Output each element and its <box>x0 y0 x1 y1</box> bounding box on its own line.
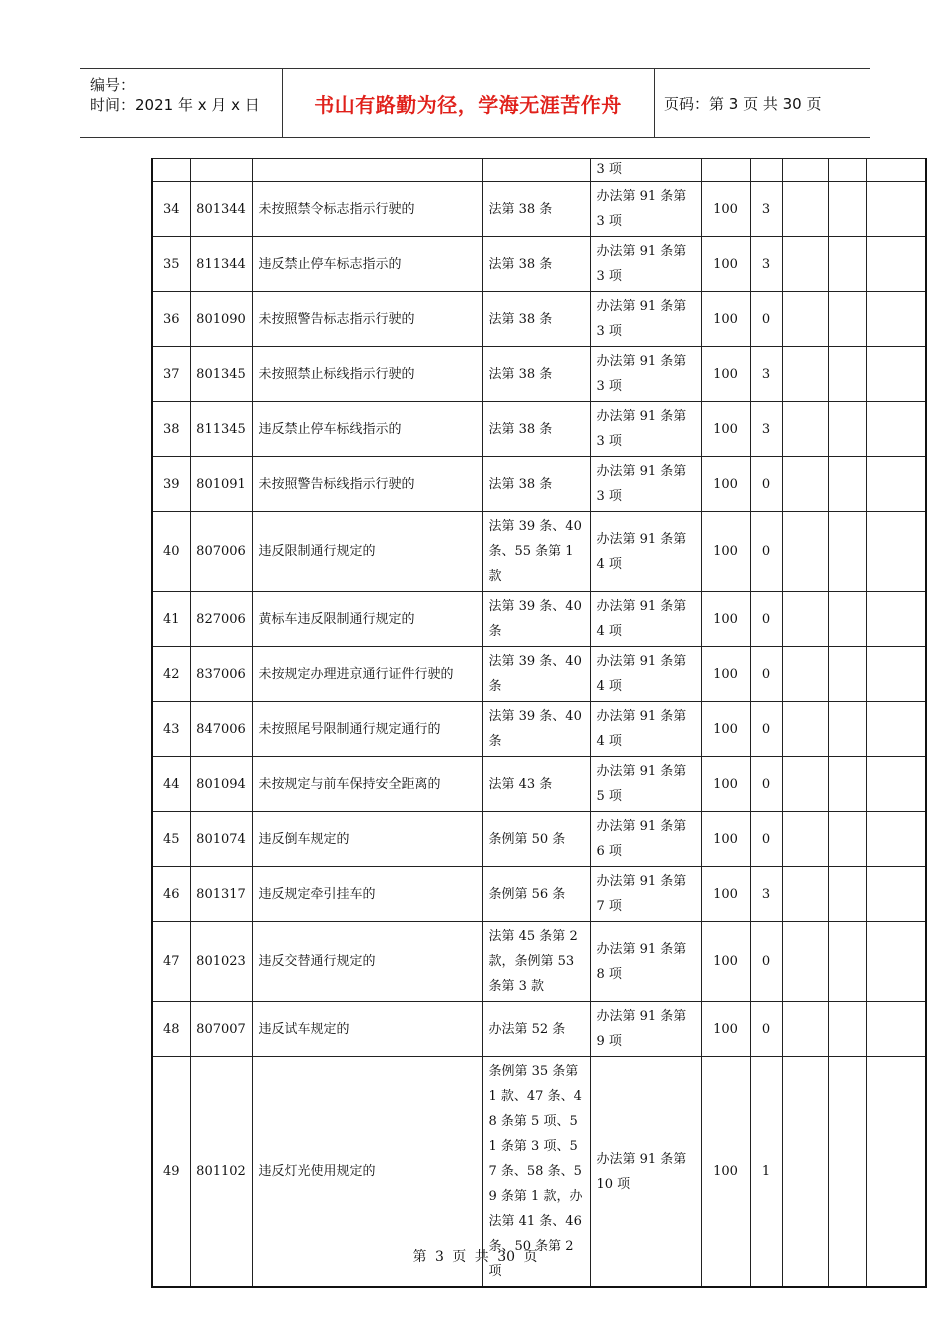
cell-code: 801090 <box>190 292 252 347</box>
cell-no: 36 <box>152 292 190 347</box>
header-page-number: 页码：第 3 页 共 30 页 <box>664 95 822 113</box>
cell-no: 43 <box>152 702 190 757</box>
table-row <box>152 812 926 867</box>
cell-code: 837006 <box>190 647 252 702</box>
cell-item: 办法第 91 条第 10 项 <box>590 1057 701 1288</box>
cell-desc: 未按照禁令标志指示行驶的 <box>252 182 482 237</box>
cell-empty <box>782 647 828 702</box>
cell-item: 办法第 91 条第 3 项 <box>590 237 701 292</box>
cell-empty <box>782 347 828 402</box>
cell-empty <box>828 1002 866 1057</box>
cell-item: 办法第 91 条第 3 项 <box>590 292 701 347</box>
cell-empty <box>866 457 926 512</box>
cell-empty <box>782 182 828 237</box>
cell-empty <box>866 592 926 647</box>
cell-code: 811345 <box>190 402 252 457</box>
cell-empty <box>782 402 828 457</box>
cell-desc: 违反规定牵引挂车的 <box>252 867 482 922</box>
cell-empty <box>866 702 926 757</box>
cell-points: 3 <box>750 182 782 237</box>
cell-law: 条例第 56 条 <box>482 867 590 922</box>
cell-empty <box>828 702 866 757</box>
cell-empty <box>828 457 866 512</box>
cell-empty <box>866 182 926 237</box>
cell-desc: 违反灯光使用规定的 <box>252 1057 482 1288</box>
cell-item: 办法第 91 条第 4 项 <box>590 647 701 702</box>
cell-empty <box>828 757 866 812</box>
cell-empty <box>782 867 828 922</box>
cell-desc: 未按照尾号限制通行规定通行的 <box>252 702 482 757</box>
cell-desc: 未按规定办理进京通行证件行驶的 <box>252 647 482 702</box>
table-row <box>152 757 926 812</box>
cell-code: 827006 <box>190 592 252 647</box>
cell-empty <box>782 757 828 812</box>
cell-no: 38 <box>152 402 190 457</box>
cell-empty <box>782 1002 828 1057</box>
cell-code: 801074 <box>190 812 252 867</box>
cell-desc: 违反禁止停车标线指示的 <box>252 402 482 457</box>
cell-law: 法第 39 条、40 条 <box>482 702 590 757</box>
document-time: 时间：2021 年 x 月 x 日 <box>90 96 260 114</box>
cell-item: 3 项 <box>590 159 701 182</box>
cell-empty <box>828 647 866 702</box>
cell-empty <box>866 402 926 457</box>
cell-empty <box>866 867 926 922</box>
cell-fine: 100 <box>701 592 750 647</box>
cell-item: 办法第 91 条第 7 项 <box>590 867 701 922</box>
cell-empty <box>866 237 926 292</box>
cell-fine: 100 <box>701 182 750 237</box>
cell-fine: 100 <box>701 1002 750 1057</box>
cell-points: 0 <box>750 922 782 1002</box>
cell-desc: 未按照禁止标线指示行驶的 <box>252 347 482 402</box>
cell-points: 0 <box>750 512 782 592</box>
header-meta <box>90 75 260 115</box>
cell-desc: 未按照警告标志指示行驶的 <box>252 292 482 347</box>
cell-no: 35 <box>152 237 190 292</box>
table-row <box>152 922 926 1002</box>
cell-code: 807007 <box>190 1002 252 1057</box>
cell-item: 办法第 91 条第 3 项 <box>590 347 701 402</box>
cell-empty <box>866 922 926 1002</box>
cell-points: 3 <box>750 867 782 922</box>
table-row <box>152 402 926 457</box>
cell-law: 法第 38 条 <box>482 292 590 347</box>
cell-desc: 违反限制通行规定的 <box>252 512 482 592</box>
cell-empty <box>828 922 866 1002</box>
cell-desc <box>252 159 482 182</box>
cell-fine: 100 <box>701 647 750 702</box>
cell-fine: 100 <box>701 237 750 292</box>
cell-no <box>152 159 190 182</box>
table-row <box>152 347 926 402</box>
cell-fine: 100 <box>701 512 750 592</box>
cell-points: 0 <box>750 812 782 867</box>
table-row <box>152 867 926 922</box>
cell-empty <box>828 347 866 402</box>
cell-fine: 100 <box>701 457 750 512</box>
cell-empty <box>828 237 866 292</box>
cell-fine: 100 <box>701 402 750 457</box>
cell-no: 47 <box>152 922 190 1002</box>
cell-fine: 100 <box>701 292 750 347</box>
cell-item: 办法第 91 条第 3 项 <box>590 182 701 237</box>
cell-empty <box>782 812 828 867</box>
cell-points: 1 <box>750 1057 782 1288</box>
cell-empty <box>866 647 926 702</box>
cell-desc: 违反试车规定的 <box>252 1002 482 1057</box>
cell-points: 0 <box>750 292 782 347</box>
cell-empty <box>782 159 828 182</box>
cell-empty <box>828 512 866 592</box>
cell-fine: 100 <box>701 1057 750 1288</box>
table-row <box>152 237 926 292</box>
table-body <box>152 159 926 1288</box>
cell-fine: 100 <box>701 812 750 867</box>
cell-empty <box>866 159 926 182</box>
cell-item: 办法第 91 条第 9 项 <box>590 1002 701 1057</box>
cell-points: 0 <box>750 702 782 757</box>
cell-no: 46 <box>152 867 190 922</box>
cell-code: 811344 <box>190 237 252 292</box>
cell-item: 办法第 91 条第 6 项 <box>590 812 701 867</box>
cell-points: 3 <box>750 402 782 457</box>
cell-points: 0 <box>750 592 782 647</box>
cell-no: 34 <box>152 182 190 237</box>
cell-empty <box>782 237 828 292</box>
cell-fine: 100 <box>701 702 750 757</box>
cell-item: 办法第 91 条第 4 项 <box>590 512 701 592</box>
cell-empty <box>866 347 926 402</box>
cell-item: 办法第 91 条第 3 项 <box>590 402 701 457</box>
table-row <box>152 702 926 757</box>
cell-fine: 100 <box>701 867 750 922</box>
cell-empty <box>828 867 866 922</box>
cell-empty <box>828 292 866 347</box>
cell-no: 45 <box>152 812 190 867</box>
cell-points: 3 <box>750 347 782 402</box>
cell-item: 办法第 91 条第 4 项 <box>590 592 701 647</box>
cell-code: 801094 <box>190 757 252 812</box>
cell-item: 办法第 91 条第 5 项 <box>590 757 701 812</box>
page-footer: 第 3 页 共 30 页 <box>412 1249 538 1265</box>
table-row <box>152 592 926 647</box>
table-row <box>152 512 926 592</box>
page-header <box>80 68 870 138</box>
cell-desc: 未按照警告标线指示行驶的 <box>252 457 482 512</box>
cell-empty <box>828 182 866 237</box>
cell-no: 39 <box>152 457 190 512</box>
cell-empty <box>782 292 828 347</box>
cell-code: 807006 <box>190 512 252 592</box>
cell-law: 办法第 52 条 <box>482 1002 590 1057</box>
cell-item: 办法第 91 条第 4 项 <box>590 702 701 757</box>
header-motto: 书山有路勤为径，学海无涯苦作舟 <box>314 93 622 117</box>
cell-item: 办法第 91 条第 8 项 <box>590 922 701 1002</box>
cell-empty <box>866 1002 926 1057</box>
cell-no: 49 <box>152 1057 190 1288</box>
table-row <box>152 182 926 237</box>
cell-empty <box>828 402 866 457</box>
cell-code <box>190 159 252 182</box>
cell-empty <box>828 159 866 182</box>
cell-law: 法第 38 条 <box>482 402 590 457</box>
table-row <box>152 292 926 347</box>
cell-code: 801023 <box>190 922 252 1002</box>
cell-empty <box>782 702 828 757</box>
cell-desc: 黄标车违反限制通行规定的 <box>252 592 482 647</box>
cell-law: 法第 38 条 <box>482 347 590 402</box>
cell-fine: 100 <box>701 757 750 812</box>
table-row <box>152 457 926 512</box>
cell-points <box>750 159 782 182</box>
cell-empty <box>782 457 828 512</box>
cell-law: 法第 39 条、40 条 <box>482 647 590 702</box>
cell-points: 3 <box>750 237 782 292</box>
cell-law: 法第 38 条 <box>482 457 590 512</box>
cell-empty <box>866 512 926 592</box>
cell-no: 37 <box>152 347 190 402</box>
violations-table <box>151 158 927 1288</box>
cell-law: 法第 43 条 <box>482 757 590 812</box>
cell-law: 法第 45 条第 2 款，条例第 53 条第 3 款 <box>482 922 590 1002</box>
cell-law: 条例第 50 条 <box>482 812 590 867</box>
cell-desc: 违反交替通行规定的 <box>252 922 482 1002</box>
cell-no: 44 <box>152 757 190 812</box>
cell-empty <box>828 592 866 647</box>
cell-law: 法第 38 条 <box>482 182 590 237</box>
cell-empty <box>866 292 926 347</box>
cell-code: 801345 <box>190 347 252 402</box>
cell-code: 801344 <box>190 182 252 237</box>
cell-points: 0 <box>750 457 782 512</box>
cell-empty <box>828 812 866 867</box>
cell-empty <box>782 592 828 647</box>
cell-fine: 100 <box>701 347 750 402</box>
document-number-label: 编号： <box>90 76 136 94</box>
cell-law <box>482 159 590 182</box>
cell-fine: 100 <box>701 922 750 1002</box>
header-divider <box>654 69 655 137</box>
cell-fine <box>701 159 750 182</box>
cell-no: 48 <box>152 1002 190 1057</box>
cell-law: 法第 38 条 <box>482 237 590 292</box>
cell-code: 801102 <box>190 1057 252 1288</box>
cell-item: 办法第 91 条第 3 项 <box>590 457 701 512</box>
cell-desc: 违反倒车规定的 <box>252 812 482 867</box>
cell-law: 法第 39 条、40 条 <box>482 592 590 647</box>
cell-code: 801091 <box>190 457 252 512</box>
cell-empty <box>866 757 926 812</box>
cell-points: 0 <box>750 647 782 702</box>
cell-code: 847006 <box>190 702 252 757</box>
cell-points: 0 <box>750 757 782 812</box>
cell-points: 0 <box>750 1002 782 1057</box>
table-row <box>152 1002 926 1057</box>
cell-law: 法第 39 条、40 条、55 条第 1 款 <box>482 512 590 592</box>
cell-desc: 违反禁止停车标志指示的 <box>252 237 482 292</box>
cell-empty <box>782 922 828 1002</box>
table-row <box>152 159 926 182</box>
cell-no: 40 <box>152 512 190 592</box>
cell-code: 801317 <box>190 867 252 922</box>
cell-desc: 未按规定与前车保持安全距离的 <box>252 757 482 812</box>
cell-empty <box>866 812 926 867</box>
cell-no: 42 <box>152 647 190 702</box>
cell-no: 41 <box>152 592 190 647</box>
table-row <box>152 647 926 702</box>
cell-empty <box>782 512 828 592</box>
cell-law: 条例第 35 条第 1 款、47 条、48 条第 5 项、51 条第 3 项、57 条、58 条、59 条第 1 款，办法第 41 条、46 条、50 条第 2 项 <box>482 1057 590 1288</box>
